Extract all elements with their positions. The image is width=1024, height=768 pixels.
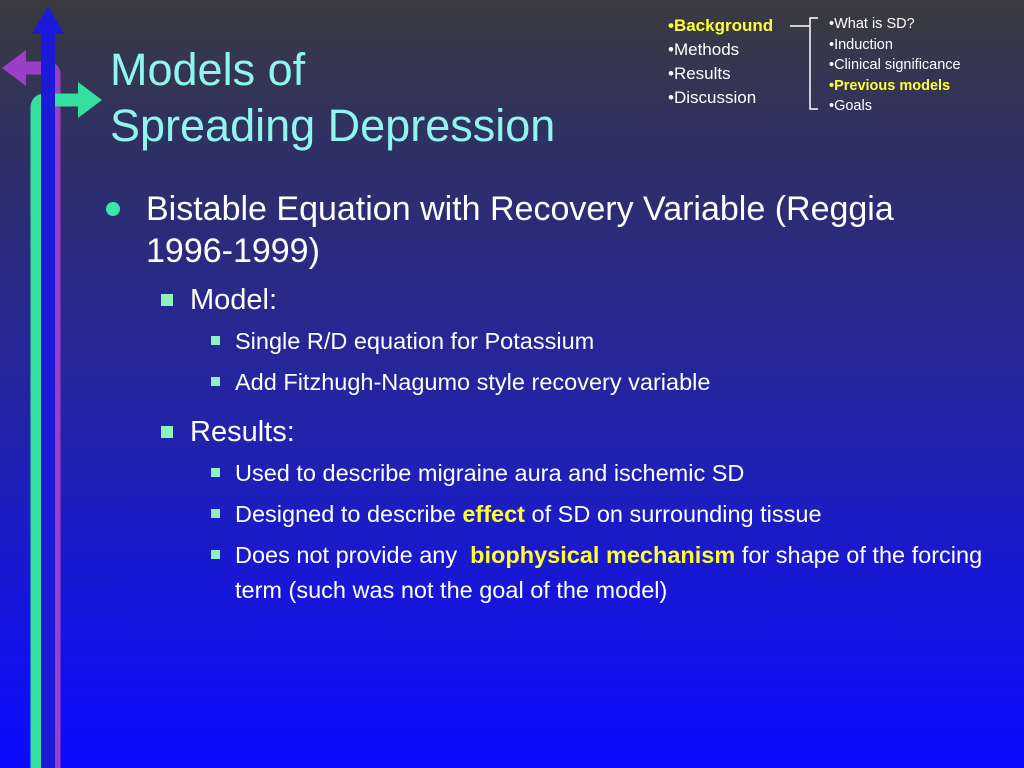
highlight-effect: effect	[462, 501, 525, 527]
bullet-results-item	[104, 538, 984, 608]
outline-sub-what-is-sd: • What is SD?	[829, 14, 961, 35]
page-title	[110, 42, 555, 154]
results-item-2-post: of SD on surrounding tissue	[525, 501, 822, 527]
outline-item-discussion: • Discussion	[668, 86, 773, 110]
outline-bracket-icon	[790, 16, 820, 112]
model-label: Model:	[190, 284, 278, 316]
results-item-1: Used to describe migraine aura and ischemic SD	[235, 460, 745, 486]
bullet-model-item	[104, 365, 984, 400]
small-square-bullet-icon	[211, 509, 220, 518]
round-bullet-icon	[106, 202, 120, 216]
outline-sub-goals: • Goals	[829, 96, 961, 117]
green-arrow-head-icon	[78, 82, 102, 118]
bullet-model-item	[104, 324, 984, 359]
model-item-1: Single R/D equation for Potassium	[235, 328, 595, 354]
small-square-bullet-icon	[211, 550, 220, 559]
bullet-results-item	[104, 456, 984, 491]
highlight-biophysical-mechanism: biophysical mechanism	[470, 542, 736, 568]
decorative-arrows-icon	[0, 0, 110, 768]
purple-arrow-head-icon	[2, 50, 26, 86]
bullet-results-item	[104, 497, 984, 532]
subsection-outline	[829, 14, 961, 117]
bullet-model	[104, 282, 984, 318]
outline-item-results: • Results	[668, 62, 773, 86]
results-item-3-post: for shape of the forcing term (such was not the goal of the model)	[235, 542, 983, 603]
results-label: Results:	[190, 416, 295, 448]
bullet-results	[104, 414, 984, 450]
outline-sub-induction: • Induction	[829, 35, 961, 56]
section-outline	[668, 14, 773, 110]
small-square-bullet-icon	[211, 377, 220, 386]
blue-arrow-head-icon	[32, 6, 64, 34]
small-square-bullet-icon	[211, 468, 220, 477]
main-heading: Bistable Equation with Recovery Variable (Reggia 1996-1999)	[146, 190, 894, 270]
square-bullet-icon	[161, 294, 173, 306]
outline-item-methods: • Methods	[668, 38, 773, 62]
bullet-level-1	[104, 188, 984, 272]
results-item-3-pre: Does not provide any	[235, 542, 471, 568]
slide-body	[104, 188, 984, 608]
title-line-2: Spreading Depression	[110, 100, 556, 151]
small-square-bullet-icon	[211, 336, 220, 345]
results-item-2-pre: Designed to describe	[235, 501, 463, 527]
model-item-2: Add Fitzhugh-Nagumo style recovery variable	[235, 369, 711, 395]
title-line-1: Models of	[110, 44, 306, 95]
square-bullet-icon	[161, 426, 173, 438]
outline-item-background: • Background	[668, 14, 773, 38]
outline-sub-previous-models: • Previous models	[829, 76, 961, 97]
outline-sub-clinical-significance: • Clinical significance	[829, 55, 961, 76]
